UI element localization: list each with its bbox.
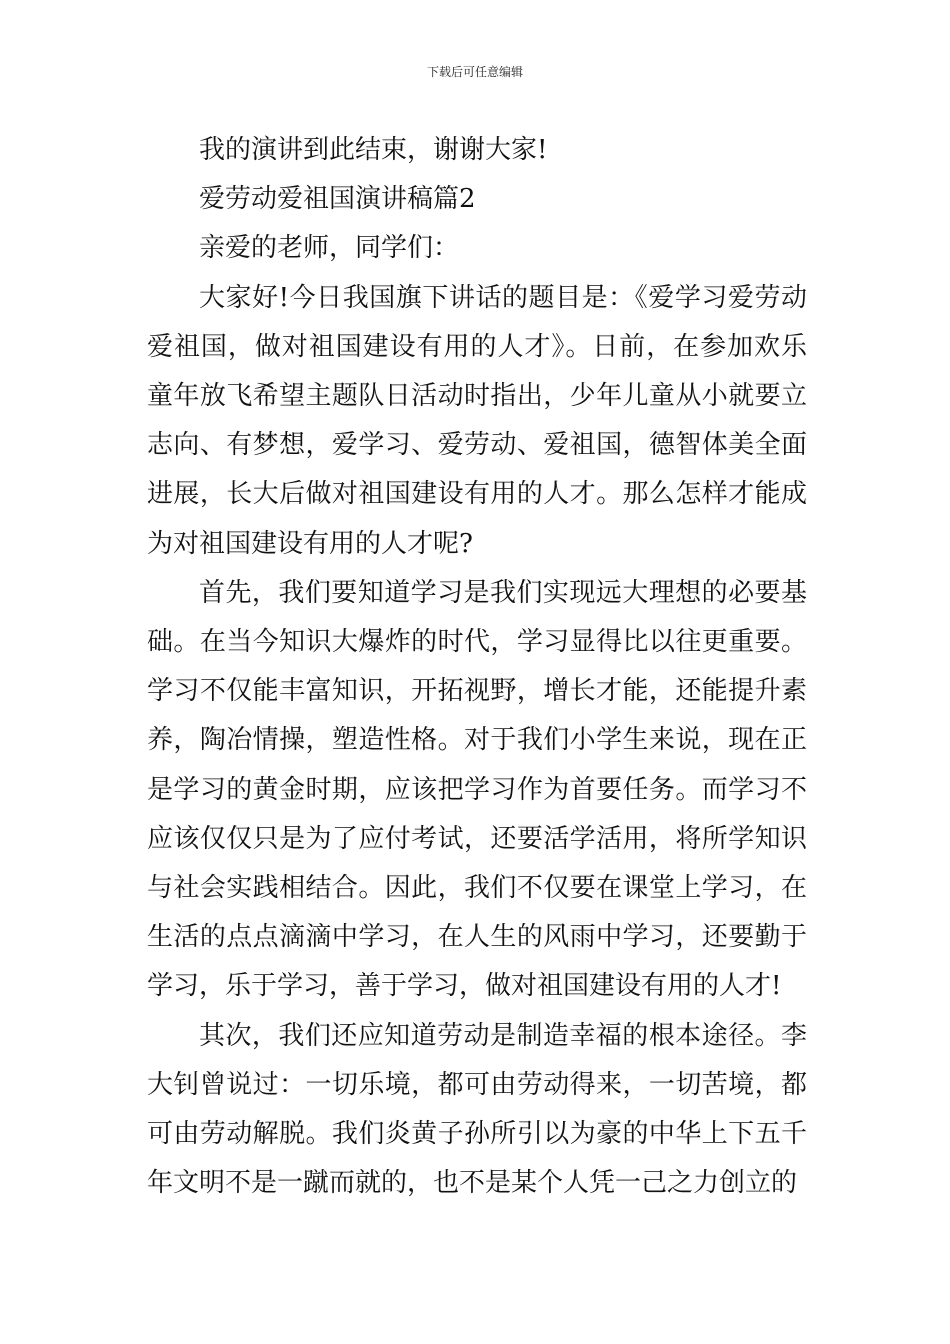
paragraph-closing: 我的演讲到此结束，谢谢大家! (199, 135, 548, 165)
section-title: 爱劳动爱祖国演讲稿篇2 (199, 184, 476, 215)
page-header: 下载后可任意编辑 (426, 65, 523, 79)
paragraph-intro: 大家好!今日我国旗下讲话的题目是：《爱学习爱劳动爱祖国，做对祖国建设有用的人才》。日前，在参加欢乐童年放飞希望主题队日活动时指出，少年儿童从小就要立志向、有梦想，爱学习、爱劳动、爱祖国，德智体美全面进展，长大后做对祖国建设有用的人才。那么怎样才能成为对祖国建设有用的人才呢? (147, 282, 807, 559)
salutation: 亲爱的老师，同学们： (199, 233, 460, 264)
document-body (147, 126, 807, 1208)
paragraph-learning: 首先，我们要知道学习是我们实现远大理想的必要基础。在当今知识大爆炸的时代，学习显得比以往更重要。学习不仅能丰富知识，开拓视野，增长才能，还能提升素养，陶冶情操，塑造性格。对于我们小学生来说，现在正是学习的黄金时期，应该把学习作为首要任务。而学习不应该仅仅只是为了应付考试，还要活学活用，将所学知识与社会实践相结合。因此，我们不仅要在课堂上学习，在生活的点点滴滴中学习，在人生的风雨中学习，还要勤于学习，乐于学习，善于学习，做对祖国建设有用的人才! (147, 577, 807, 1002)
paragraph-labor: 其次，我们还应知道劳动是制造幸福的根本途径。李大钊曾说过：一切乐境，都可由劳动得来，一切苦境，都可由劳动解脱。我们炎黄子孙所引以为豪的中华上下五千年文明不是一蹴而就的，也不是某个人凭一己之力创立的 (147, 1020, 807, 1199)
